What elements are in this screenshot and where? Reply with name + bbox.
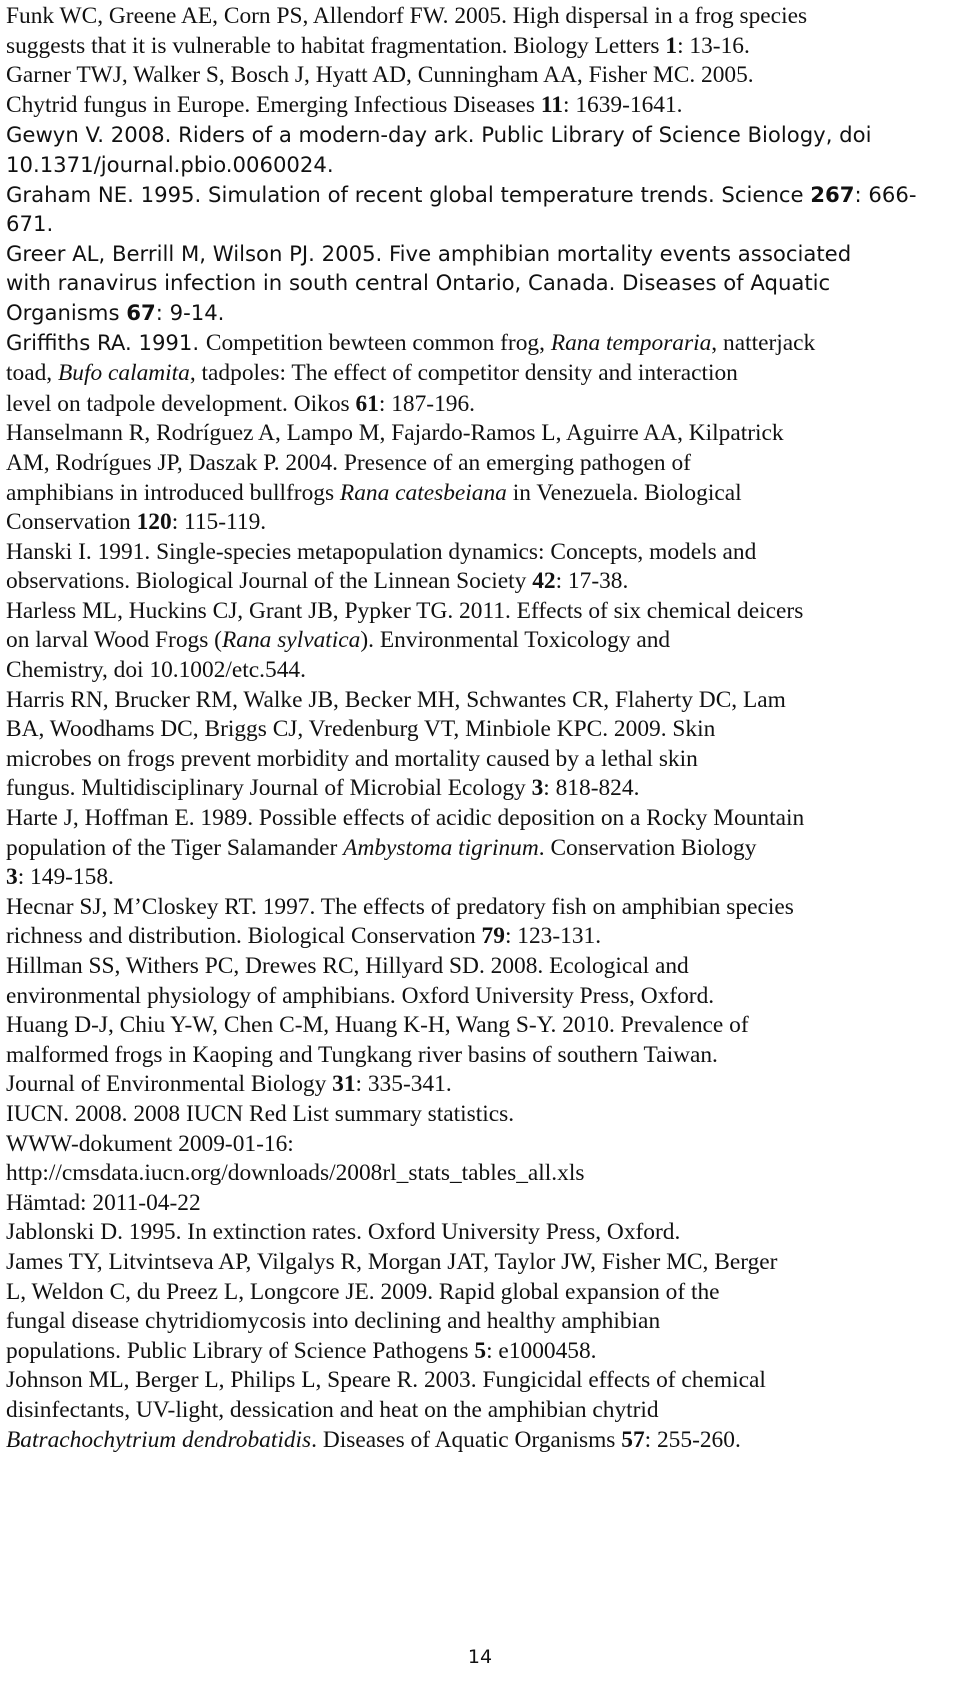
reference-text: Johnson ML, Berger L, Philips L, Speare R. 2003. Fungicidal effects of chemical [6,1367,766,1394]
reference-text: : 123-131. [504,923,602,950]
reference-text: Gewyn V. 2008. Riders of a modern-day ark. Public Library of Science Biology, doi [6,122,872,148]
reference-text: : 255-260. [644,1426,741,1453]
reference-line [6,567,951,597]
reference-text: Garner TWJ, Walker S, Bosch J, Hyatt AD, Cunningham AA, Fisher MC. 2005. [6,62,754,89]
page-number: 14 [467,1646,493,1668]
reference-text: Harless ML, Huckins CJ, Grant JB, Pypker TG. 2011. Effects of six chemical deicers [6,597,804,624]
reference-text: , natterjack [711,329,816,356]
reference-line [6,1218,951,1248]
reference-text: on larval Wood Frogs ( [6,627,222,654]
reference-text: : 1639-1641. [562,91,683,118]
reference-text: ). Environmental Toxicology and [360,627,671,654]
reference-line [6,538,951,568]
species-name: Batrachochytrium dendrobatidis [6,1426,312,1453]
reference-text: Organisms [6,299,127,325]
reference-text: Jablonski D. 1995. In extinction rates. Oxford University Press, Oxford. [6,1219,681,1246]
volume-number: 31 [332,1071,356,1098]
reference-line [6,922,951,952]
reference-line [6,298,951,328]
reference-line [6,150,951,180]
reference-line [6,1278,951,1308]
reference-line [6,982,951,1012]
reference-line [6,61,951,91]
reference-text: , tadpoles: The effect of competitor density and interaction [189,360,738,387]
reference-text: toad, [6,360,58,387]
volume-number: 120 [136,509,172,536]
reference-text: 10.1371/journal.pbio.0060024. [6,151,334,177]
volume-number: 61 [355,390,379,417]
reference-text: L, Weldon C, du Preez L, Longcore JE. 2009. Rapid global expansion of the [6,1278,720,1305]
reference-line [6,239,951,269]
reference-entry [6,239,951,328]
reference-line [6,1307,951,1337]
reference-line [6,479,951,509]
reference-line [6,389,951,420]
reference-text: Harris RN, Brucker RM, Walke JB, Becker MH, Schwantes CR, Flaherty DC, Lam [6,686,786,713]
reference-text: : 666- [854,181,917,207]
reference-line [6,508,951,538]
reference-line [6,180,951,210]
reference-text: disinfectants, UV-light, dessication and heat on the amphibian chytrid [6,1396,659,1423]
reference-line [6,952,951,982]
reference-text: : 187-196. [378,390,476,417]
reference-text: populations. Public Library of Science Pathogens [6,1337,475,1364]
reference-line [6,893,951,923]
reference-text: Hämtad: 2011-04-22 [6,1189,201,1216]
volume-number: 42 [532,568,556,595]
reference-text: Hanski I. 1991. Single-species metapopulation dynamics: Concepts, models and [6,538,757,565]
reference-text: Competition bewteen common frog, [205,329,551,356]
reference-line [6,1366,951,1396]
reference-text: . Diseases of Aquatic Organisms [311,1426,622,1453]
reference-line [6,656,951,686]
reference-line [6,268,951,298]
reference-text: fungus. Multidisciplinary Journal of Microbial Ecology [6,775,532,802]
reference-text: : 149-158. [17,864,114,891]
reference-line [6,1396,951,1426]
reference-text: fungal disease chytridiomycosis into declining and healthy amphibian [6,1308,661,1335]
reference-entry [6,1011,951,1100]
reference-text: WWW-dokument 2009-01-16: [6,1130,294,1157]
volume-number: 57 [621,1426,645,1453]
reference-entry [6,180,951,239]
reference-line [6,1011,951,1041]
reference-entry [6,1218,951,1248]
reference-text: : 9-14. [155,299,225,325]
reference-line [6,745,951,775]
reference-text: : 17-38. [555,568,629,595]
reference-line [6,1426,951,1456]
reference-text: Hanselmann R, Rodríguez A, Lampo M, Fajardo-Ramos L, Aguirre AA, Kilpatrick [6,420,784,447]
species-name: Rana temporaria [550,329,712,356]
reference-text: James TY, Litvintseva AP, Vilgalys R, Morgan JAT, Taylor JW, Fisher MC, Berger [6,1248,778,1275]
reference-line [6,209,951,239]
reference-line [6,804,951,834]
reference-line [6,91,951,121]
reference-text: IUCN. 2008. 2008 IUCN Red List summary statistics. [6,1100,515,1127]
reference-text: environmental physiology of amphibians. Oxford University Press, Oxford. [6,982,715,1009]
reference-text: AM, Rodrígues JP, Daszak P. 2004. Presence of an emerging pathogen of [6,449,691,476]
reference-line [6,2,951,32]
volume-number: 79 [481,923,505,950]
reference-entry [6,1248,951,1366]
reference-line [6,1041,951,1071]
reference-text: Funk WC, Greene AE, Corn PS, Allendorf FW. 2005. High dispersal in a frog species [6,3,808,29]
reference-entry [6,1100,951,1218]
reference-text: population of the Tiger Salamander [6,834,344,861]
species-name: Rana catesbeiana [339,479,507,506]
reference-text: Hecnar SJ, M’Closkey RT. 1997. The effects of predatory fish on amphibian species [6,893,794,920]
reference-entry [6,328,951,420]
reference-text: malformed frogs in Kaoping and Tungkang river basins of southern Taiwan. [6,1041,718,1068]
reference-text: BA, Woodhams DC, Briggs CJ, Vredenburg VT, Minbiole KPC. 2009. Skin [6,716,716,743]
reference-text: microbes on frogs prevent morbidity and mortality caused by a lethal skin [6,745,698,772]
reference-text: amphibians in introduced bullfrogs [6,479,340,506]
reference-list [6,2,951,1455]
reference-text: http://cmsdata.iucn.org/downloads/2008rl_stats_tables_all.xls [6,1160,585,1187]
reference-line [6,1337,951,1367]
reference-text: observations. Biological Journal of the Linnean Society [6,568,533,595]
volume-number: 1 [665,32,678,59]
reference-text: Graham NE. 1995. Simulation of recent global temperature trends. Science [6,181,811,207]
reference-text: suggests that it is vulnerable to habitat fragmentation. Biology Letters [6,32,666,59]
reference-text: richness and distribution. Biological Conservation [6,923,482,950]
reference-text: . Conservation Biology [538,834,757,861]
reference-text: Chytrid fungus in Europe. Emerging Infectious Diseases [6,91,541,118]
reference-text: with ranavirus infection in south central Ontario, Canada. Diseases of Aquatic [6,270,831,296]
reference-entry [6,1366,951,1455]
reference-entry [6,538,951,597]
reference-line [6,32,951,62]
reference-entry [6,686,951,804]
reference-entry [6,952,951,1011]
reference-text: : 335-341. [355,1071,452,1098]
reference-entry [6,120,951,179]
reference-text: level on tadpole development. Oikos [6,390,356,417]
reference-text: : e1000458. [486,1337,597,1364]
volume-number: 267 [810,181,855,207]
reference-text: 671. [6,211,54,237]
reference-entry [6,893,951,952]
reference-line [6,358,951,389]
reference-text: Chemistry, doi 10.1002/etc.544. [6,657,306,684]
reference-text: : 115-119. [171,509,267,536]
reference-line [6,863,951,893]
reference-line [6,1248,951,1278]
reference-text: Hillman SS, Withers PC, Drewes RC, Hillyard SD. 2008. Ecological and [6,953,689,979]
reference-line [6,449,951,479]
reference-line [6,626,951,656]
reference-text: : 13-16. [677,32,750,59]
volume-number: 3 [6,864,18,891]
reference-text: Conservation [6,509,137,536]
reference-text: Harte J, Hoffman E. 1989. Possible effects of acidic deposition on a Rocky Mountain [6,805,805,832]
reference-text: in Venezuela. Biological [506,479,742,506]
reference-text: Greer AL, Berrill M, Wilson PJ. 2005. Five amphibian mortality events associated [6,240,852,266]
reference-line [6,1070,951,1100]
volume-number: 67 [126,299,156,325]
reference-line [6,1130,951,1160]
reference-line [6,120,951,150]
reference-text: Griffiths RA. 1991. [6,329,206,355]
reference-entry [6,419,951,537]
reference-line [6,1159,951,1189]
volume-number: 11 [540,91,563,118]
reference-line [6,328,951,359]
reference-line [6,597,951,627]
reference-text: Huang D-J, Chiu Y-W, Chen C-M, Huang K-H, Wang S-Y. 2010. Prevalence of [6,1012,749,1039]
species-name: Rana sylvatica [221,627,361,654]
reference-entry [6,597,951,686]
reference-line [6,715,951,745]
reference-text: Journal of Environmental Biology [6,1071,333,1098]
reference-entry [6,2,951,61]
reference-line [6,419,951,449]
reference-line [6,1189,951,1219]
species-name: Ambystoma tigrinum [343,834,539,861]
reference-entry [6,61,951,120]
reference-line [6,834,951,864]
reference-line [6,774,951,804]
reference-line [6,686,951,716]
reference-entry [6,804,951,893]
reference-text: : 818-824. [543,775,640,802]
species-name: Bufo calamita [57,360,190,387]
volume-number: 5 [474,1337,487,1364]
volume-number: 3 [531,775,544,802]
reference-line [6,1100,951,1130]
